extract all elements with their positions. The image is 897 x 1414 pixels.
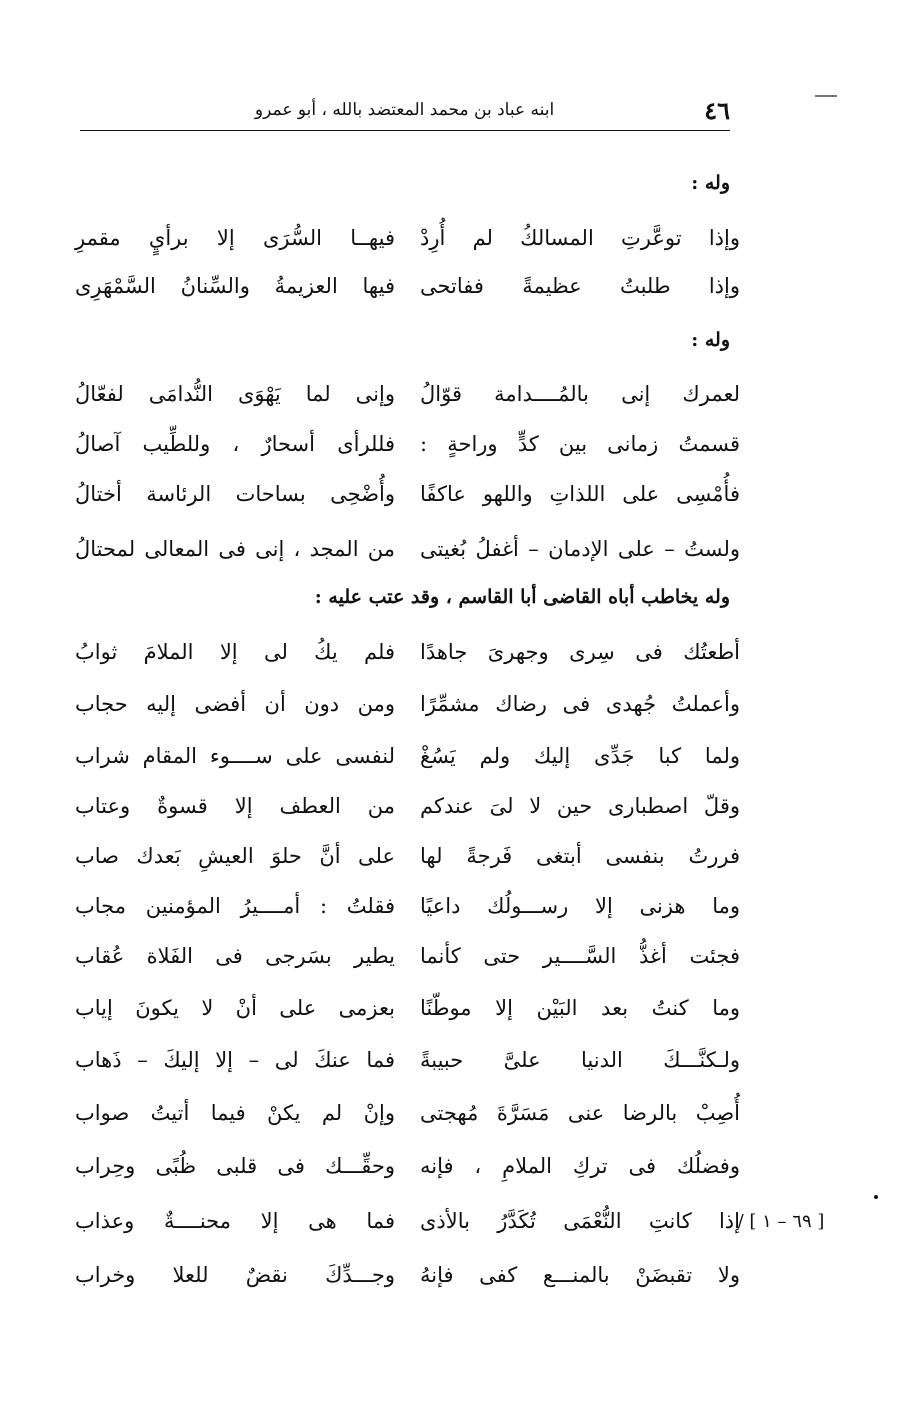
verse-second-hemistich: فما عنكَ لى – إلا إليكَ – ذَهاب — [75, 1048, 395, 1072]
verse-line — [75, 786, 740, 826]
section-intro: وله : — [691, 329, 730, 351]
verse-line — [75, 529, 740, 569]
verse-second-hemistich: وحقِّـــك فى قلبى ظُبًى وحِراب — [75, 1154, 395, 1178]
verse-line — [75, 424, 740, 464]
verse-line — [75, 266, 740, 306]
margin-folio-note: [ ٦٩ – ١ ] / — [737, 1210, 825, 1232]
verse-first-hemistich: قسمتُ زمانى بين كدٍّ وراحةٍ : — [420, 432, 740, 456]
verse-first-hemistich: ولا تقبضَنْ بالمنـــع كفى فإنهُ — [420, 1263, 740, 1287]
verse-second-hemistich: فما هى إلا محنــــةٌ وعذاب — [75, 1209, 395, 1233]
verse-first-hemistich: وفضلُك فى تركِ الملامِ ، فإنه — [420, 1154, 740, 1178]
section-intro: وله : — [691, 172, 730, 194]
verse-second-hemistich: فيهــا السُّرَى إلا برأيٍ مقمرِ — [75, 226, 395, 250]
verse-second-hemistich: لنفسى على ســــوء المقام شراب — [75, 744, 395, 768]
verse-second-hemistich: فلم يكُ لى إلا الملامَ ثوابُ — [75, 640, 395, 664]
verse-first-hemistich: أطعتُك فى سِرى وجهرىَ جاهدًا — [420, 640, 740, 664]
verse-second-hemistich: من العطف إلا قسوةٌ وعتاب — [75, 794, 395, 818]
verse-second-hemistich: وجـــدِّكَ نقضٌ للعلا وخراب — [75, 1263, 395, 1287]
verse-first-hemistich: فأُمْسِى على اللذاتِ واللهو عاكفًا — [420, 482, 740, 506]
verse-first-hemistich: وأعملتُ جُهدى فى رضاك مشمِّرًا — [420, 692, 740, 716]
verse-first-hemistich: وقلّ اصطبارى حين لا لىَ عندكم — [420, 794, 740, 818]
verse-line — [75, 936, 740, 976]
verse-line — [75, 1146, 740, 1186]
verse-line — [75, 736, 740, 776]
verse-first-hemistich: فجئت أغذُّ السَّــــير حتى كأنما — [420, 944, 740, 968]
verse-first-hemistich: ولستُ – على الإدمان – أغفلُ بُغيتى — [420, 537, 740, 561]
verse-first-hemistich: إذا كانتِ النُّعْمَى تُكَدَّرُ بالأذى — [420, 1209, 740, 1233]
verse-first-hemistich: ولـكنَّـــكَ الدنيا علىَّ حبيبةً — [420, 1048, 740, 1072]
page-number: ٤٦ — [704, 95, 730, 125]
verse-line — [75, 1201, 740, 1241]
verse-first-hemistich: وما كنتُ بعد البَيْن إلا موطّنًا — [420, 996, 740, 1020]
verse-second-hemistich: ومن دون أن أفضى إليه حجاب — [75, 692, 395, 716]
verse-line — [75, 1093, 740, 1133]
verse-first-hemistich: ولما كبا جَدِّى إليك ولم يَسُغْ — [420, 744, 740, 768]
header-title: ابنه عباد بن محمد المعتضد بالله ، أبو عمرو — [254, 100, 555, 120]
verse-line — [75, 684, 740, 724]
verse-line — [75, 1255, 740, 1295]
section-intro: وله يخاطب أباه القاضى أبا القاسم ، وقد عتب عليه : — [314, 586, 730, 608]
verse-second-hemistich: وأُضْحِى بساحات الرئاسة أختالُ — [75, 482, 395, 506]
verse-line — [75, 374, 740, 414]
verse-first-hemistich: فررتُ بنفسى أبتغى فَرجةً لها — [420, 844, 740, 868]
verse-second-hemistich: وإنى لما يَهْوَى النُّدامَى لفعّالُ — [75, 382, 395, 406]
verse-second-hemistich: على أنَّ حلوَ العيشِ بَعدك صاب — [75, 844, 395, 868]
verse-first-hemistich: وما هزنى إلا رســـولُك داعيًا — [420, 894, 740, 918]
verse-line — [75, 886, 740, 926]
verse-line — [75, 1040, 740, 1080]
verse-second-hemistich: فقلتُ : أمــــيرُ المؤمنين مجاب — [75, 894, 395, 918]
verse-second-hemistich: من المجد ، إنى فى المعالى لمحتالُ — [75, 537, 395, 561]
verse-first-hemistich: أُصِبْ بالرضا عنى مَسَرَّةَ مُهجتى — [420, 1101, 740, 1125]
verse-second-hemistich: يطير بسَرجى فى الفَلاة عُقاب — [75, 944, 395, 968]
verse-second-hemistich: فللرأى أسحارٌ ، وللطِّيب آصالُ — [75, 432, 395, 456]
verse-line — [75, 988, 740, 1028]
verse-first-hemistich: لعمرك إنى بالمُــــدامة قوّالُ — [420, 382, 740, 406]
verse-first-hemistich: وإذا توعَّرتِ المسالكُ لم أُرِدْ — [420, 226, 740, 250]
running-head — [80, 90, 730, 131]
verse-line — [75, 218, 740, 258]
verse-second-hemistich: فيها العزيمةُ والسِّنانُ السَّمْهَرِى — [75, 274, 395, 298]
verse-first-hemistich: وإذا طلبتُ عظيمةً ففاتحى — [420, 274, 740, 298]
verse-line — [75, 632, 740, 672]
verse-line — [75, 474, 740, 514]
margin-dot — [874, 1195, 878, 1199]
corner-mark — [815, 95, 837, 97]
verse-second-hemistich: وإنْ لم يكنْ فيما أتيتُ صواب — [75, 1101, 395, 1125]
verse-second-hemistich: بعزمى على أنْ لا يكونَ إياب — [75, 996, 395, 1020]
verse-line — [75, 836, 740, 876]
